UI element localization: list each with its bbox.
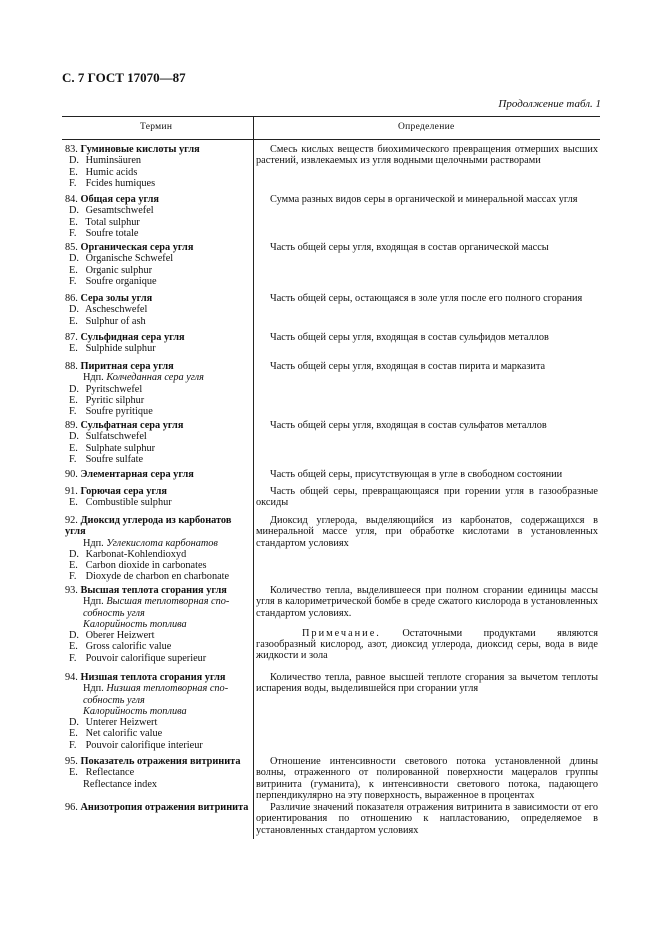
term-line: [65, 395, 251, 406]
term-line: [65, 641, 251, 652]
language-code: D.: [69, 253, 80, 265]
language-code: F.: [69, 739, 77, 751]
term-line: [65, 253, 251, 264]
term-number: 84.: [65, 194, 81, 205]
foreign-equivalent: Gross calorific value: [83, 641, 172, 653]
term-title: Элементарная сера угля: [80, 469, 194, 480]
term-line: [65, 228, 251, 239]
language-code: D.: [69, 717, 80, 729]
language-code: F.: [69, 453, 77, 465]
term-line: [65, 265, 251, 276]
foreign-equivalent: Pyritschwefel: [83, 383, 143, 395]
term-title-line: [65, 486, 251, 497]
foreign-equivalent: Total sulphur: [83, 216, 140, 228]
term-title: Сульфидная сера угля: [80, 332, 185, 343]
term-title-line: [65, 672, 251, 683]
definition-text: Сумма разных видов серы в органической и минеральной массах угля: [270, 194, 578, 205]
not-allowed-label: Ндп.: [83, 537, 107, 549]
foreign-equivalent: Dioxyde de charbon en charbonate: [83, 571, 230, 583]
foreign-equivalent: Sulphate sulphur: [83, 442, 156, 454]
foreign-equivalent: Unterer Heizwert: [83, 717, 158, 729]
note-text: Остаточными продуктами являются газообразный кислород, азот, диоксид углерода, диоксид серы, вода в виде жидкости и зола: [256, 627, 598, 662]
term-title-line: [65, 469, 251, 480]
language-code: E.: [69, 315, 78, 327]
term-title-line: [65, 361, 251, 372]
term-number: 96.: [65, 802, 81, 813]
definition-text: Часть общей серы угля, входящая в состав пирита и марказита: [270, 361, 546, 372]
term-title: угля: [65, 526, 86, 538]
term-title: Высшая теплота сгорания угля: [80, 585, 227, 596]
term-number: 91.: [65, 486, 81, 497]
not-allowed-term: Колчеданная сера угля: [106, 372, 204, 384]
term-line: [65, 740, 251, 751]
term-line: [65, 431, 251, 442]
term-number: 93.: [65, 585, 81, 596]
term-title-line: [65, 515, 251, 526]
term-line: [65, 608, 251, 619]
definition-cell: [256, 242, 598, 253]
definition-cell: [256, 420, 598, 431]
language-code: D.: [69, 155, 80, 167]
language-code: D.: [69, 205, 80, 217]
term-line: [65, 683, 251, 694]
term-line: [65, 706, 251, 717]
column-header-term: Термин: [140, 122, 173, 132]
not-allowed-term: Низшая теплотворная спо-: [106, 683, 229, 695]
term-line: [65, 406, 251, 417]
not-allowed-term: собность угля: [83, 694, 145, 706]
not-allowed-label: Ндп.: [83, 683, 107, 695]
language-code: E.: [69, 216, 78, 228]
not-allowed-label: Ндп.: [83, 372, 107, 384]
term-number: 94.: [65, 672, 81, 683]
term-line: [65, 443, 251, 454]
language-code: D.: [69, 548, 80, 560]
definition-text: Смесь кислых веществ биохимического превращения отмерших высших растений, извлекаемых из угля водными щелочными растворами: [256, 144, 598, 167]
term-title-line: [65, 144, 251, 155]
term-line: [65, 779, 251, 790]
foreign-equivalent: Soufre organique: [83, 275, 157, 287]
definition-text: Отношение интенсивности светового потока установленной длины волны, отраженного от полированной поверхности мацералов группы витринита (гуманита), к интенсивности светового потока, падающего перпендикулярно на эту поверхность, выраженное в процентах: [256, 756, 598, 801]
page-header: С. 7 ГОСТ 17070—87: [62, 70, 186, 85]
term-line: [65, 178, 251, 189]
term-title: Сера золы угля: [80, 293, 153, 304]
term-line: [65, 155, 251, 166]
term-title-line: [65, 756, 251, 767]
definition-cell: [256, 515, 598, 549]
definition-cell: [256, 361, 598, 372]
language-code: D.: [69, 630, 80, 642]
term-cell: [65, 469, 251, 480]
table-top-rule: [62, 116, 600, 117]
term-title: Органическая сера угля: [80, 242, 194, 253]
foreign-equivalent: Soufre sulfate: [83, 453, 144, 465]
foreign-equivalent: Karbonat-Kohlendioxyd: [83, 548, 187, 560]
term-cell: [65, 293, 251, 327]
term-line: [65, 571, 251, 582]
term-line: [65, 497, 251, 508]
term-line: [65, 384, 251, 395]
language-code: F.: [69, 652, 77, 664]
term-line: [65, 653, 251, 664]
language-code: E.: [69, 641, 78, 653]
foreign-equivalent: Pouvoir calorifique interieur: [83, 739, 203, 751]
term-line: [65, 717, 251, 728]
language-code: E.: [69, 343, 78, 355]
definition-text: Часть общей серы, превращающаяся при горении угля в газообразные оксиды: [256, 486, 598, 509]
foreign-equivalent: Humic acids: [83, 166, 138, 178]
term-number: 83.: [65, 144, 81, 155]
definition-cell: [256, 585, 598, 662]
definition-text: Часть общей серы, присутствующая в угле в свободном состоянии: [270, 469, 563, 480]
note-label: Примечание.: [302, 627, 381, 639]
language-code: D.: [69, 304, 80, 316]
term-title: Гуминовые кислоты угля: [80, 144, 200, 155]
column-header-definition: Определение: [398, 122, 455, 132]
term-number: 85.: [65, 242, 81, 253]
not-allowed-term: Калорийность топлива: [83, 705, 187, 717]
language-code: D.: [69, 431, 80, 443]
language-code: D.: [69, 383, 80, 395]
term-line: [65, 217, 251, 228]
foreign-equivalent: Sulfatschwefel: [83, 431, 147, 443]
language-code: E.: [69, 767, 78, 779]
definition-cell: [256, 469, 598, 480]
language-code: E.: [69, 442, 78, 454]
language-code: F.: [69, 571, 77, 583]
column-divider: [253, 117, 254, 839]
not-allowed-term: Высшая теплотворная спо-: [106, 596, 230, 608]
term-title: Пиритная сера угля: [80, 361, 174, 372]
term-line: [65, 526, 251, 537]
term-title-line: [65, 332, 251, 343]
term-line: [65, 619, 251, 630]
term-title: Анизотропия отражения витринита: [80, 802, 249, 813]
term-cell: [65, 585, 251, 664]
term-title: Горючая сера угля: [80, 486, 167, 497]
foreign-equivalent: Sulphide sulphur: [83, 343, 156, 355]
foreign-equivalent: Oberer Heizwert: [83, 630, 155, 642]
term-title-line: [65, 293, 251, 304]
term-number: 92.: [65, 515, 81, 526]
language-code: F.: [69, 406, 77, 418]
term-line: [65, 538, 251, 549]
term-number: 87.: [65, 332, 81, 343]
definition-text: Различие значений показателя отражения витринита в зависимости от его ориентирования по отношению к напластованию, определяемое в установленных стандартом условиях: [256, 802, 598, 836]
language-code: E.: [69, 166, 78, 178]
term-title: Низшая теплота сгорания угля: [80, 672, 226, 683]
definition-cell: [256, 194, 598, 205]
foreign-equivalent: Ascheschwefel: [83, 304, 148, 316]
language-code: F.: [69, 227, 77, 239]
term-line: [65, 276, 251, 287]
table-header-rule: [62, 139, 600, 140]
table-continuation-label: Продолжение табл. 1: [498, 98, 601, 110]
term-cell: [65, 420, 251, 465]
not-allowed-term: Углекислота карбонатов: [106, 537, 218, 549]
term-cell: [65, 194, 251, 239]
term-line: [65, 372, 251, 383]
term-line: [65, 596, 251, 607]
definition-text: Часть общей серы, остающаяся в золе угля после его полного сгорания: [270, 293, 583, 304]
term-line: [65, 630, 251, 641]
term-line: [65, 549, 251, 560]
term-title: Показатель отражения витринита: [80, 756, 241, 767]
term-number: 86.: [65, 293, 81, 304]
term-line: [65, 767, 251, 778]
term-title: Диоксид углерода из карбонатов: [80, 515, 232, 526]
term-title: Общая сера угля: [80, 194, 159, 205]
term-title: Сульфатная сера угля: [80, 420, 184, 431]
term-title-line: [65, 194, 251, 205]
term-line: [65, 695, 251, 706]
foreign-equivalent: Gesamtschwefel: [83, 205, 154, 217]
term-cell: [65, 802, 251, 813]
foreign-equivalent: Reflectance: [83, 767, 135, 779]
not-allowed-term: собность угля: [83, 607, 145, 619]
term-cell: [65, 361, 251, 417]
language-code: F.: [69, 275, 77, 287]
term-title-line: [65, 420, 251, 431]
definition-text: Количество тепла, равное высшей теплоте сгорания за вычетом теплоты испарения воды, выделившейся при сгорании угля: [256, 672, 598, 695]
term-title-line: [65, 802, 251, 813]
term-line: [65, 304, 251, 315]
term-cell: [65, 672, 251, 751]
definition-text: Часть общей серы угля, входящая в состав сульфатов металлов: [270, 420, 547, 431]
term-line: [65, 728, 251, 739]
term-cell: [65, 144, 251, 189]
language-code: F.: [69, 177, 77, 189]
term-line: [65, 454, 251, 465]
definition-cell: [256, 672, 598, 695]
foreign-equivalent: Reflectance index: [83, 778, 158, 790]
foreign-equivalent: Organische Schwefel: [83, 253, 174, 265]
definition-note: [256, 628, 598, 662]
not-allowed-label: Ндп.: [83, 596, 107, 608]
language-code: E.: [69, 497, 78, 509]
definition-cell: [256, 332, 598, 343]
foreign-equivalent: Organic sulphur: [83, 264, 153, 276]
foreign-equivalent: Net calorific value: [83, 728, 163, 740]
term-line: [65, 316, 251, 327]
term-cell: [65, 515, 251, 583]
foreign-equivalent: Pouvoir calorifique superieur: [83, 652, 207, 664]
definition-text: Часть общей серы угля, входящая в состав сульфидов металлов: [270, 332, 549, 343]
definition-text: Диоксид углерода, выделяющийся из карбонатов, содержащихся в минеральной массе угля, при обработке кислотами в установленных стандартом условиях: [256, 515, 598, 549]
language-code: E.: [69, 560, 78, 572]
foreign-equivalent: Pyritic silphur: [83, 394, 145, 406]
language-code: E.: [69, 394, 78, 406]
definition-text: Количество тепла, выделившееся при полном сгорании единицы массы угля в калориметрической бомбе в среде сжатого кислорода в установленных стандартом условиях.: [256, 585, 598, 619]
foreign-equivalent: Fcides humiques: [83, 177, 156, 189]
term-cell: [65, 242, 251, 287]
definition-cell: [256, 802, 598, 836]
term-line: [65, 343, 251, 354]
term-line: [65, 167, 251, 178]
term-cell: [65, 486, 251, 509]
definition-text: Часть общей серы угля, входящая в состав органической массы: [270, 242, 549, 253]
term-line: [65, 205, 251, 216]
foreign-equivalent: Soufre pyritique: [83, 406, 153, 418]
term-line: [65, 560, 251, 571]
term-cell: [65, 332, 251, 355]
definition-cell: [256, 756, 598, 801]
definition-cell: [256, 486, 598, 509]
definition-cell: [256, 144, 598, 167]
foreign-equivalent: Carbon dioxide in carbonates: [83, 560, 207, 572]
term-cell: [65, 756, 251, 790]
foreign-equivalent: Soufre totale: [83, 227, 139, 239]
foreign-equivalent: Huminsäuren: [83, 155, 142, 167]
term-number: 88.: [65, 361, 81, 372]
term-number: 90.: [65, 469, 81, 480]
term-title-line: [65, 242, 251, 253]
term-number: 95.: [65, 756, 81, 767]
foreign-equivalent: Sulphur of ash: [83, 315, 146, 327]
language-code: E.: [69, 728, 78, 740]
language-code: E.: [69, 264, 78, 276]
term-title-line: [65, 585, 251, 596]
foreign-equivalent: Combustible sulphur: [83, 497, 172, 509]
term-number: 89.: [65, 420, 81, 431]
definition-cell: [256, 293, 598, 304]
not-allowed-term: Калорийность топлива: [83, 618, 187, 630]
